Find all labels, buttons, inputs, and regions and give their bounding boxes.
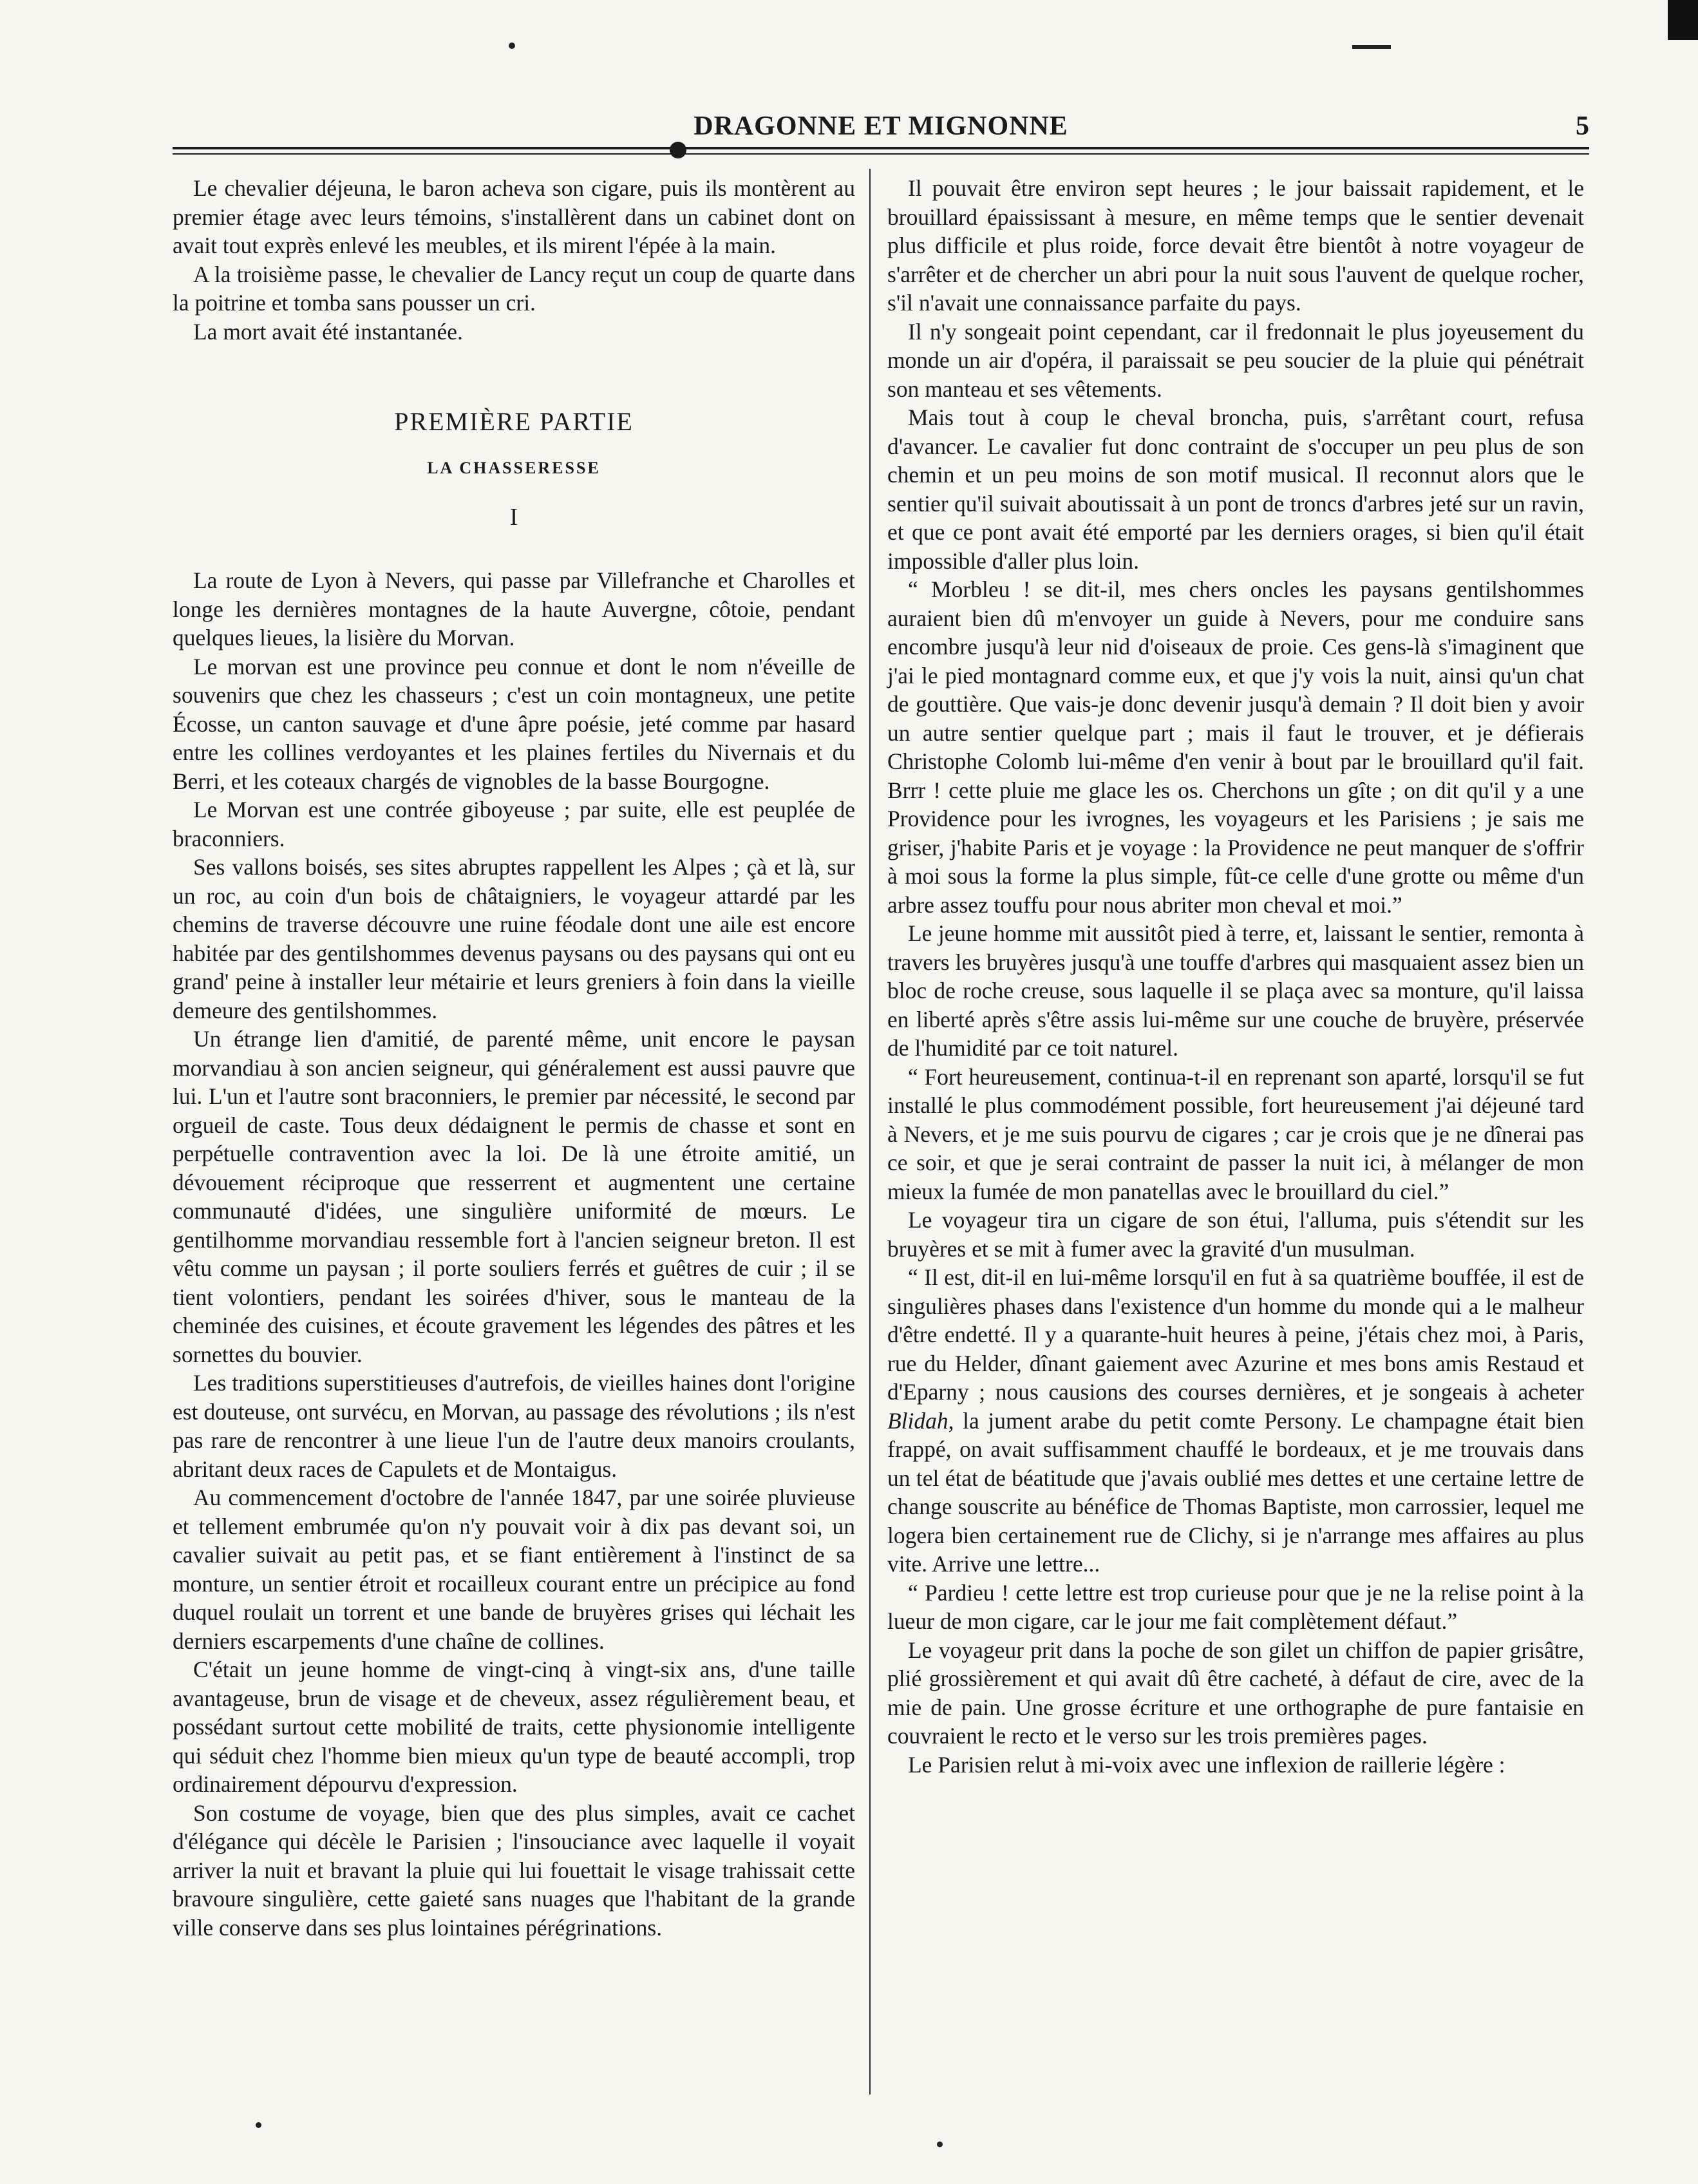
paragraph: La mort avait été instantanée. bbox=[193, 318, 463, 345]
paragraph: “ Pardieu ! cette lettre est trop curieuse pour que je ne la relise point à la lueur de mon cigare, car le jour me fait complètement défaut.” bbox=[887, 1579, 1584, 1634]
rule-ornament-icon bbox=[670, 142, 686, 158]
paragraph: Mais tout à coup le cheval broncha, puis, s'arrêtant court, refusa d'avancer. Le cavalier fut donc contraint de s'occuper un peu plus de son chemin et un peu moins de son motif musical. Il reconnut alors que le sentier qu'il suivait aboutissait à un pont de troncs d'arbres jeté sur un ravin, et que ce pont avait été emporté par les derniers orages, si bien qu'il était impossible d'aller plus loin. bbox=[887, 404, 1584, 574]
scan-speck bbox=[509, 43, 515, 49]
scan-edge-mark bbox=[1668, 0, 1698, 40]
chapter-number: I bbox=[509, 504, 518, 531]
running-title: DRAGONNE ET MIGNONNE bbox=[693, 111, 1068, 141]
paragraph: “ Morbleu ! se dit-il, mes chers oncles les paysans gentilshommes auraient bien dû m'envoyer un guide à Nevers, pour me conduire sans encombre jusqu'à leur nid d'oiseaux de proie. Ces gens-là s'imaginent que j'ai le pied montagnard comme eux, et que j'y vois la nuit, ainsi qu'un chat de gouttière. Que vais-je donc devenir jusqu'à demain ? Il doit bien y avoir un autre sentier quelque part ; mais il faut le trouver, et je défierais Christophe Colomb lui-même d'en venir à bout par le brouillard qu'il fait. Brrr ! cette pluie me glace les os. Cherchons un gîte ; on dit qu'il y a une Providence pour les ivrognes, les voyageurs et les Parisiens ; je sais me griser, j'habite Paris et je voyage : la Providence ne peut manquer de s'offrir à moi sous la forme la plus simple, fût-ce celle d'une grotte ou même d'un arbre assez touffu pour nous abriter mon cheval et moi.” bbox=[887, 576, 1584, 918]
paragraph: Le Parisien relut à mi-voix avec une inflexion de raillerie légère : bbox=[908, 1751, 1505, 1778]
paragraph: Ses vallons boisés, ses sites abruptes rappellent les Alpes ; çà et là, sur un roc, au coin d'un bois de châtaigniers, le voyageur attardé par les chemins de traverse découvre une ruine féodale dont une aile est encore habitée par des gentilshommes devenus paysans ou des paysans qui ont eu grand' peine à installer leur métairie et leurs greniers à foin dans la vieille demeure des gentilshommes. bbox=[173, 854, 855, 1023]
part-subtitle: LA CHASSERESSE bbox=[427, 459, 601, 477]
paragraph-text: “ Il est, dit-il en lui-même lorsqu'il en fut à sa quatrième bouffée, il est de singulières phases dans l'existence d'un homme du monde qui a le malheur d'être endetté. Il y a quarante-huit heures à peine, j'étais chez moi, à Paris, rue du Helder, dînant gaiement avec Azurine et mes bons amis Restaud et d'Eparny ; nous causions des courses dernières, et je songeais à acheter bbox=[887, 1264, 1584, 1405]
scan-speck bbox=[937, 2141, 943, 2147]
right-column bbox=[887, 174, 1584, 1779]
paragraph: Au commencement d'octobre de l'année 1847, par une soirée pluvieuse et tellement embrumée qu'on n'y pouvait voir à dix pas devant soi, un cavalier suivait au petit pas, et se fiant entièrement à l'instinct de sa monture, un sentier étroit et rocailleux courant entre un précipice au fond duquel roulait un torrent et une bande de bruyères grises qui léchait les derniers escarpements d'une chaîne de collines. bbox=[173, 1485, 855, 1654]
paragraph: Le voyageur prit dans la poche de son gilet un chiffon de papier grisâtre, plié grossièrement et qui avait dû être cacheté, à défaut de cire, avec de la mie de pain. Une grosse écriture et une orthographe de pure fantaisie en couvraient le recto et le verso sur les trois premières pages. bbox=[887, 1637, 1584, 1749]
paragraph: Il pouvait être environ sept heures ; le jour baissait rapidement, et le brouillard épaississant à mesure, en même temps que le sentier devenait plus difficile et plus roide, force devait être bientôt à notre voyageur de s'arrêter et de chercher un abri pour la nuit sous l'auvent de quelque rocher, s'il n'avait une connaissance parfaite du pays. bbox=[887, 175, 1584, 316]
paragraph: Le morvan est une province peu connue et dont le nom n'éveille de souvenirs que chez les chasseurs ; c'est un coin montagneux, une petite Écosse, un canton sauvage et d'une âpre poésie, jeté comme par hasard entre les collines verdoyantes et les plaines fertiles du Nivernais et du Berri, et les coteaux chargés de vignobles de la basse Bourgogne. bbox=[173, 653, 855, 794]
column-divider bbox=[869, 169, 871, 2094]
paragraph: “ Fort heureusement, continua-t-il en reprenant son aparté, lorsqu'il se fut installé le plus commodément possible, fort heureusement j'ai déjeuné tard à Nevers, et je me suis pourvu de cigares ; car je crois que je ne dînerai pas ce soir, et que je serai contraint de passer la nuit ici, à mélanger de mon mieux la fumée de mon panatellas avec le brouillard du ciel.” bbox=[887, 1063, 1584, 1204]
paragraph: Un étrange lien d'amitié, de parenté même, unit encore le paysan morvandiau à son ancien seigneur, qui généralement est aussi pauvre que lui. L'un et l'autre sont braconniers, le premier par nécessité, le second par orgueil de caste. Tous deux dédaignent le permis de chasse et sont en perpétuelle contravention avec la loi. De là une étroite amitié, un dévouement réciproque que resserrent et augmentent une certaine communauté d'idées, une singulière uniformité de mœurs. Le gentilhomme morvandiau ressemble fort à l'ancien seigneur breton. Il est vêtu comme un paysan ; il porte souliers ferrés et guêtres de cuir ; il se tient volontiers, pendant les soirées d'hiver, sous le manteau de la cheminée des cuisines, et écoute gravement les légendes des pâtres et les sornettes du bouvier. bbox=[173, 1026, 855, 1367]
header-rule-thin bbox=[173, 153, 1589, 155]
paragraph: Les traditions superstitieuses d'autrefois, de vieilles haines dont l'origine est douteuse, ont survécu, en Morvan, au passage des révolutions ; ils n'est pas rare de rencontrer à une lieue l'un de l'autre deux manoirs croulants, abritant deux races de Capulets et de Montaigus. bbox=[173, 1370, 855, 1482]
paragraph: Son costume de voyage, bien que des plus simples, avait ce cachet d'élégance qui décèle le Parisien ; l'insouciance avec laquelle il voyait arriver la nuit et bravant la pluie qui lui fouettait le visage trahissait cette bravoure singulière, cette gaieté sans nuages que l'habitant de la grande ville conserve dans ses plus lointaines pérégrinations. bbox=[173, 1799, 855, 1941]
page-header bbox=[173, 108, 1589, 147]
italic-name: Blidah bbox=[887, 1407, 948, 1434]
paragraph: Le Morvan est une contrée giboyeuse ; par suite, elle est peuplée de braconniers. bbox=[173, 797, 855, 851]
paragraph: Le jeune homme mit aussitôt pied à terre, et, laissant le sentier, remonta à travers les bruyères jusqu'à une touffe d'arbres qui masquaient assez bien un bloc de roche creuse, sous laquelle il se plaça avec sa monture, qu'il laissa en liberté après s'être assis lui-même sur une couche de bruyère, préservée de l'humidité par ce toit naturel. bbox=[887, 920, 1584, 1061]
part-title: PREMIÈRE PARTIE bbox=[394, 407, 634, 436]
header-rule bbox=[173, 147, 1589, 149]
scan-speck bbox=[256, 2122, 261, 2128]
paragraph: A la troisième passe, le chevalier de Lancy reçut un coup de quarte dans la poitrine et tomba sans pousser un cri. bbox=[173, 261, 855, 316]
paragraph: La route de Lyon à Nevers, qui passe par Villefranche et Charolles et longe les dernières montagnes de la haute Auvergne, côtoie, pendant quelques lieues, la lisière du Morvan. bbox=[173, 567, 855, 650]
scan-dash bbox=[1352, 45, 1391, 49]
paragraph: Il n'y songeait point cependant, car il fredonnait le plus joyeusement du monde un air d'opéra, il paraissait se peu soucier de la pluie qui pénétrait son manteau et ses vêtements. bbox=[887, 318, 1584, 402]
paragraph: Le voyageur tira un cigare de son étui, l'alluma, puis s'étendit sur les bruyères et se mit à fumer avec la gravité d'un musulman. bbox=[887, 1207, 1584, 1262]
paragraph: Le chevalier déjeuna, le baron acheva son cigare, puis ils montèrent au premier étage avec leurs témoins, s'installèrent dans un cabinet dont on avait tout exprès enlevé les meubles, et ils mirent l'épée à la main. bbox=[173, 175, 855, 258]
paragraph: C'était un jeune homme de vingt-cinq à vingt-six ans, d'une taille avantageuse, brun de visage et de cheveux, assez régulièrement beau, et possédant surtout cette mobilité de traits, cette physionomie intelligente qui séduit chez l'homme bien mieux qu'un type de beauté accompli, trop ordinairement dépourvu d'expression. bbox=[173, 1657, 855, 1797]
left-column bbox=[173, 174, 855, 1942]
page-number: 5 bbox=[1576, 111, 1589, 141]
paragraph bbox=[887, 1263, 1584, 1579]
paragraph-text: , la jument arabe du petit comte Persony. Le champagne était bien frappé, on avait suffisamment chauffé le bordeaux, et je me trouvais dans un tel état de béatitude que j'avais oublié mes dettes et une certaine lettre de change souscrite au bénéfice de Thomas Baptiste, mon carrossier, lequel me logera bien certainement rue de Clichy, si je n'arrange mes affaires au plus vite. Arrive une lettre... bbox=[887, 1407, 1584, 1577]
